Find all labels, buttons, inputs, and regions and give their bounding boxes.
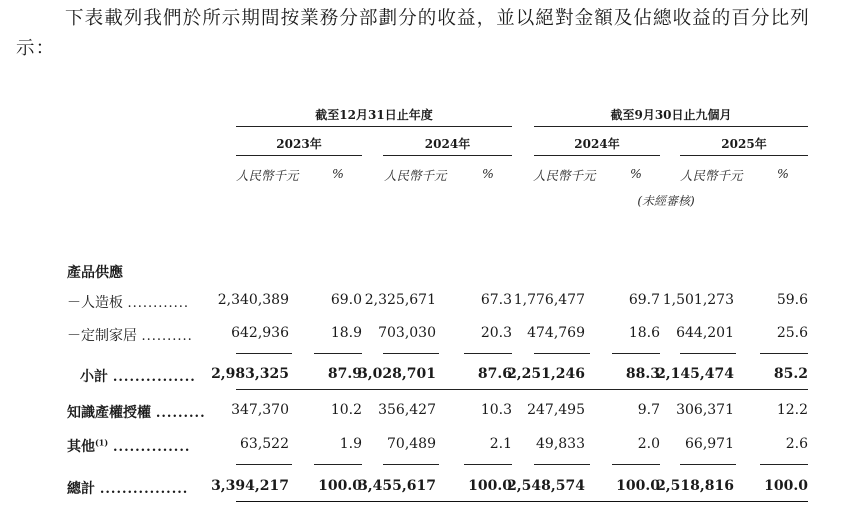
cell-total-9m2025-pct: 100.0 (764, 478, 808, 494)
cell-subtotal-2024-pct: 87.6 (477, 366, 512, 382)
cell-others-2024-pct: 2.1 (489, 436, 512, 452)
rule-year-1 (236, 155, 362, 156)
leader-dots: .......... (141, 329, 193, 344)
intro-paragraph: 下表載列我們於所示期間按業務分部劃分的收益，並以絕對金額及佔總收益的百分比列示： (16, 8, 810, 59)
cell-custom-9m2024-pct: 18.6 (628, 325, 660, 341)
cell-ip-9m2025-amount: 306,371 (676, 402, 734, 418)
cell-panel-9m2025-pct: 59.6 (776, 292, 808, 308)
rule-subtotal-top-4 (464, 353, 512, 354)
rule-total-bottom (236, 501, 808, 502)
row-label-custom-furnishing: －定制家居 .......... (67, 328, 193, 344)
row-label-subtotal: 小計 ............... (80, 369, 196, 385)
rule-total-top-1 (236, 464, 292, 465)
rule-subtotal-top-1 (236, 353, 292, 354)
rule-group-nine-months (534, 126, 808, 127)
leader-dots: ................ (99, 482, 189, 497)
cell-others-9m2025-pct: 2.6 (785, 436, 808, 452)
cell-custom-2024-pct: 20.3 (480, 325, 512, 341)
header-group-nine-months: 截至9月30日止九個月 (610, 108, 732, 122)
pct-label-3: % (630, 166, 642, 181)
cell-ip-2024-pct: 10.3 (480, 402, 512, 418)
unit-label-1: 人民幣千元 (236, 168, 299, 183)
cell-ip-9m2024-pct: 9.7 (637, 402, 660, 418)
rule-subtotal-top-8 (760, 353, 808, 354)
rule-total-top-3 (383, 464, 439, 465)
unaudited-note: (未經審核) (637, 194, 695, 208)
rule-subtotal-top-6 (612, 353, 660, 354)
row-label-panel: －人造板 ............ (67, 295, 190, 311)
cell-custom-9m2024-amount: 474,769 (527, 325, 585, 341)
rule-group-annual (236, 126, 512, 127)
rule-year-4 (680, 155, 808, 156)
unit-label-3: 人民幣千元 (533, 168, 596, 183)
cell-custom-9m2025-pct: 25.6 (776, 325, 808, 341)
cell-ip-2023-amount: 347,370 (231, 402, 289, 418)
leader-dots: ............... (112, 370, 196, 385)
cell-subtotal-9m2024-amount: 2,251,246 (507, 366, 585, 382)
row-label-ip-licensing: 知識產權授權 ......... (67, 405, 206, 421)
leader-dots: ............ (127, 296, 190, 311)
cell-total-9m2024-amount: 2,548,574 (507, 478, 585, 494)
cell-subtotal-2023-pct: 87.9 (327, 366, 362, 382)
cell-subtotal-9m2024-pct: 88.3 (625, 366, 660, 382)
leader-dots: .............. (113, 440, 191, 455)
cell-panel-9m2024-pct: 69.7 (628, 292, 660, 308)
cell-total-2023-amount: 3,394,217 (211, 478, 289, 494)
row-label-others: 其他$^{(1)}$ .............. (67, 437, 191, 455)
cell-custom-2023-amount: 642,936 (231, 325, 289, 341)
rule-subtotal-top-7 (680, 353, 736, 354)
cell-panel-9m2024-amount: 1,776,477 (513, 292, 585, 308)
rule-subtotal-top-5 (534, 353, 590, 354)
rule-total-top-6 (612, 464, 660, 465)
header-year-1: 2023年 (276, 137, 322, 151)
rule-total-top-7 (680, 464, 736, 465)
cell-subtotal-9m2025-pct: 85.2 (773, 366, 808, 382)
cell-total-9m2024-pct: 100.0 (616, 478, 660, 494)
cell-subtotal-2024-amount: 3,028,701 (358, 366, 436, 382)
cell-others-2023-amount: 63,522 (240, 436, 289, 452)
rule-subtotal-top-2 (314, 353, 362, 354)
pct-label-1: % (332, 166, 344, 181)
cell-total-2023-pct: 100.0 (318, 478, 362, 494)
footnote-ref: (1) (95, 437, 109, 448)
cell-ip-9m2025-pct: 12.2 (776, 402, 808, 418)
rule-total-top-5 (534, 464, 590, 465)
rule-subtotal-top-3 (383, 353, 439, 354)
section-title: 產品供應 (67, 265, 123, 281)
header-year-3: 2024年 (574, 137, 620, 151)
cell-custom-2023-pct: 18.9 (330, 325, 362, 341)
pct-label-4: % (777, 166, 789, 181)
pct-label-2: % (482, 166, 494, 181)
cell-others-2023-pct: 1.9 (339, 436, 362, 452)
rule-total-top-2 (314, 464, 362, 465)
rule-subtotal-bottom (236, 389, 808, 390)
cell-panel-2024-pct: 67.3 (480, 292, 512, 308)
cell-custom-2024-amount: 703,030 (378, 325, 436, 341)
rule-year-2 (383, 155, 512, 156)
cell-panel-2023-amount: 2,340,389 (217, 292, 289, 308)
cell-others-9m2025-amount: 66,971 (685, 436, 734, 452)
row-label-total: 總計 ................ (67, 481, 189, 497)
cell-panel-9m2025-amount: 1,501,273 (662, 292, 734, 308)
cell-others-9m2024-pct: 2.0 (637, 436, 660, 452)
cell-others-9m2024-amount: 49,833 (536, 436, 585, 452)
cell-total-2024-pct: 100.0 (468, 478, 512, 494)
cell-subtotal-9m2025-amount: 2,145,474 (656, 366, 734, 382)
cell-total-9m2025-amount: 2,518,816 (656, 478, 734, 494)
leader-dots: ......... (155, 406, 206, 421)
cell-subtotal-2023-amount: 2,983,325 (211, 366, 289, 382)
header-year-4: 2025年 (721, 137, 767, 151)
cell-custom-9m2025-amount: 644,201 (676, 325, 734, 341)
unit-label-2: 人民幣千元 (384, 168, 447, 183)
rule-total-top-8 (760, 464, 808, 465)
cell-ip-9m2024-amount: 247,495 (527, 402, 585, 418)
cell-panel-2024-amount: 2,325,671 (364, 292, 436, 308)
unit-label-4: 人民幣千元 (680, 168, 743, 183)
header-group-annual: 截至12月31日止年度 (315, 108, 433, 122)
rule-total-top-4 (464, 464, 512, 465)
cell-panel-2023-pct: 69.0 (330, 292, 362, 308)
header-year-2: 2024年 (424, 137, 471, 151)
cell-ip-2023-pct: 10.2 (330, 402, 362, 418)
rule-year-3 (534, 155, 660, 156)
cell-ip-2024-amount: 356,427 (378, 402, 436, 418)
cell-others-2024-amount: 70,489 (387, 436, 436, 452)
cell-total-2024-amount: 3,455,617 (358, 478, 436, 494)
